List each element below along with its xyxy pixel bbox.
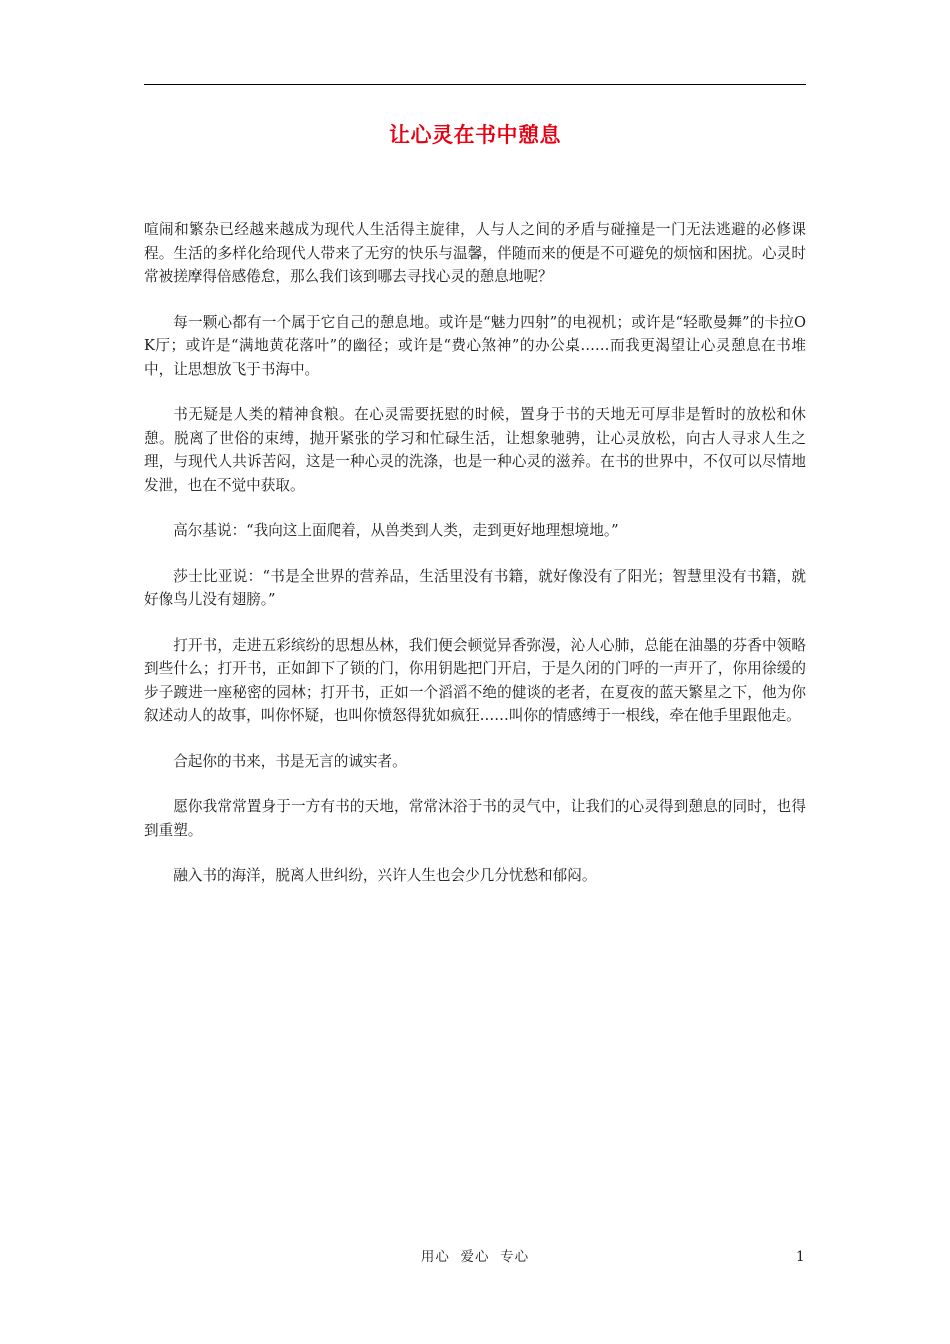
document-title: 让心灵在书中憩息: [389, 122, 561, 147]
paragraph-4: 高尔基说：“我向这上面爬着，从兽类到人类，走到更好地理想境地。”: [173, 522, 619, 539]
paragraph-3: 书无疑是人类的精神食粮。在心灵需要抚慰的时候，置身于书的天地无可厚非是暂时的放松和休憩。脱离了世俗的束缚，抛开紧张的学习和忙碌生活，让想象驰骋，让心灵放松，向古人寻求人生之理，与现代人共诉苦闷，这是一种心灵的洗涤，也是一种心灵的滋养。在书的世界中，不仅可以尽情地发泄，也在不觉中获取。: [144, 406, 806, 494]
document-body: [144, 218, 806, 888]
paragraph-5: 莎士比亚说：“书是全世界的营养品，生活里没有书籍，就好像没有了阳光；智慧里没有书籍，就好像鸟儿没有翅膀。”: [144, 567, 806, 608]
paragraph-7: 合起你的书来，书是无言的诚实者。: [173, 752, 407, 770]
header-rule: [144, 84, 806, 85]
paragraph-6: 打开书，走进五彩缤纷的思想丛林，我们便会顿觉异香弥漫，沁人心肺，总能在油墨的芬香中领略到些什么；打开书，正如卸下了锁的门，你用钥匙把门开启，于是久闭的门呼的一声开了，你用徐缓的步子踱进一座秘密的园林；打开书，正如一个滔滔不绝的健谈的老者，在夏夜的蓝天繁星之下，他为你叙述动人的故事，叫你怀疑，也叫你愤怒得犹如疯狂……叫你的情感缚于一根线，牵在他手里跟他走。: [144, 636, 806, 724]
paragraph-8: 愿你我常常置身于一方有书的天地，常常沐浴于书的灵气中，让我们的心灵得到憩息的同时，也得到重塑。: [144, 798, 806, 839]
paragraph-2: 每一颗心都有一个属于它自己的憩息地。或许是“魅力四射”的电视机；或许是“轻歌曼舞”的卡拉OK厅；或许是“满地黄花落叶”的幽径；或许是“费心煞神”的办公桌……而我更渴望让心灵憩息在书堆中，让思想放飞于书海中。: [144, 313, 806, 378]
paragraph-9: 融入书的海洋，脱离人世纠纷，兴许人生也会少几分忧愁和郁闷。: [173, 867, 597, 884]
paragraph-1: 喧闹和繁杂已经越来越成为现代人生活得主旋律，人与人之间的矛盾与碰撞是一门无法逃避的必修课程。生活的多样化给现代人带来了无穷的快乐与温馨，伴随而来的便是不可避免的烦恼和困扰。心灵时常被搓摩得倍感倦怠，那么我们该到哪去寻找心灵的憩息地呢？: [144, 221, 806, 285]
page-number: 1: [796, 1249, 805, 1265]
footer-motto: 用心 爱心 专心: [420, 1249, 530, 1265]
